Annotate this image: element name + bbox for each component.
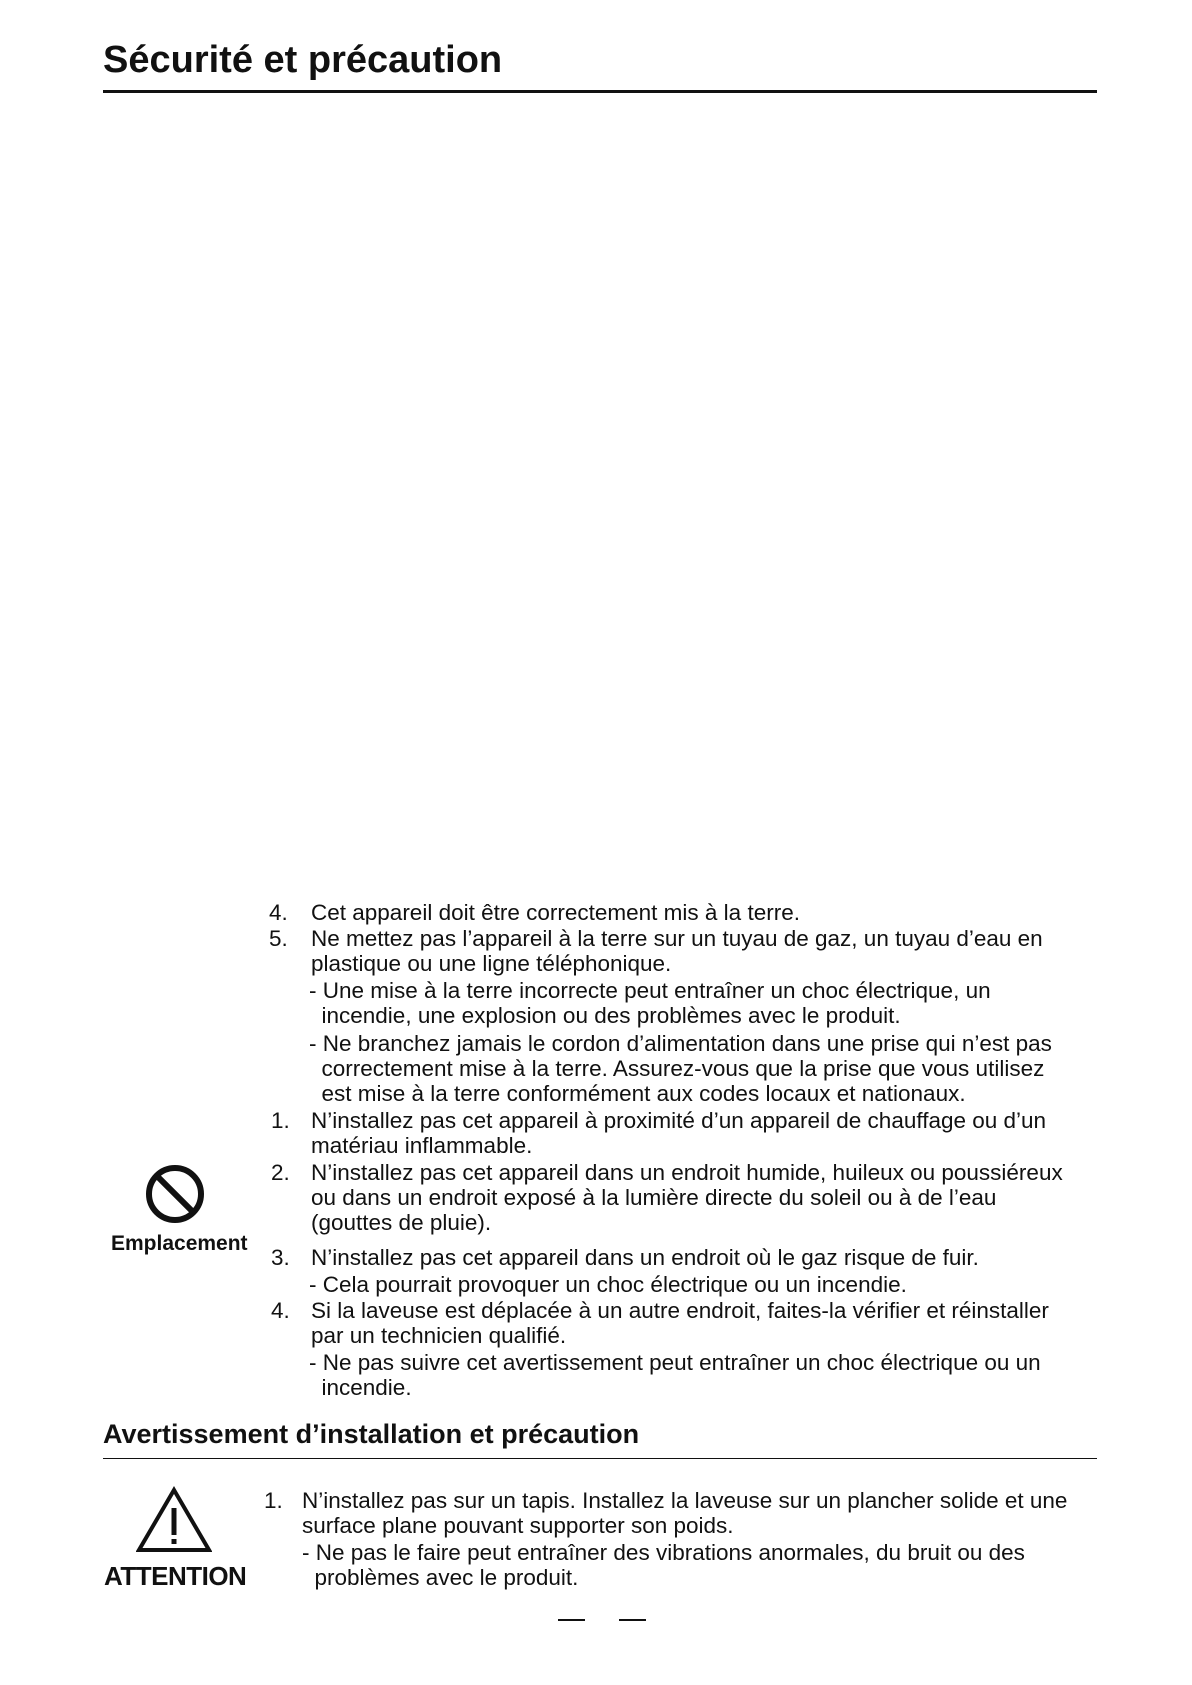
list-item: Cet appareil doit être correctement mis à la terre. — [311, 900, 800, 925]
list-note: - Ne pas le faire peut entraîner des vibrations anormales, du bruit ou des problèmes avec le produit. — [302, 1540, 1025, 1590]
item-number: 2. — [271, 1160, 290, 1185]
page-number-mark-right — [619, 1619, 646, 1621]
title-divider — [103, 90, 1097, 93]
list-note: - Cela pourrait provoquer un choc électrique ou un incendie. — [309, 1272, 907, 1297]
page-title: Sécurité et précaution — [103, 39, 503, 81]
page-number-mark-left — [558, 1619, 585, 1621]
list-note: - Une mise à la terre incorrecte peut entraîner un choc électrique, un incendie, une explosion ou des problèmes avec le produit. — [309, 978, 991, 1028]
prohibition-icon — [144, 1163, 206, 1225]
section-divider — [103, 1458, 1097, 1459]
item-number: 5. — [269, 926, 288, 951]
list-item: N’installez pas cet appareil dans un endroit humide, huileux ou poussiéreux ou dans un endroit exposé à la lumière directe du soleil ou à de l’eau (gouttes de pluie). — [311, 1160, 1063, 1235]
list-item: N’installez pas cet appareil à proximité d’un appareil de chauffage ou d’un matériau inflammable. — [311, 1108, 1047, 1158]
list-item: Si la laveuse est déplacée à un autre endroit, faites-la vérifier et réinstaller par un technicien qualifié. — [311, 1298, 1049, 1348]
item-number: 3. — [271, 1245, 290, 1270]
section-title: Avertissement d’installation et précaution — [103, 1419, 640, 1449]
location-icon-label: Emplacement — [111, 1232, 248, 1255]
list-note: - Ne branchez jamais le cordon d’alimentation dans une prise qui n’est pas correctement mise à la terre. Assurez-vous que la prise que vous utilisez est mise à la terre conformément aux codes locaux et nationaux. — [309, 1031, 1052, 1106]
item-number: 1. — [264, 1488, 283, 1513]
attention-icon-label: ATTENTION — [104, 1561, 247, 1591]
list-item: Ne mettez pas l’appareil à la terre sur un tuyau de gaz, un tuyau d’eau en plastique ou une ligne téléphonique. — [311, 926, 1043, 976]
list-item: N’installez pas cet appareil dans un endroit où le gaz risque de fuir. — [311, 1245, 979, 1270]
item-number: 1. — [271, 1108, 290, 1133]
list-note: - Ne pas suivre cet avertissement peut entraîner un choc électrique ou un incendie. — [309, 1350, 1041, 1400]
item-number: 4. — [271, 1298, 290, 1323]
item-number: 4. — [269, 900, 288, 925]
list-item: N’installez pas sur un tapis. Installez la laveuse sur un plancher solide et une surface plane pouvant supporter son poids. — [302, 1488, 1068, 1538]
warning-triangle-icon — [136, 1486, 212, 1554]
